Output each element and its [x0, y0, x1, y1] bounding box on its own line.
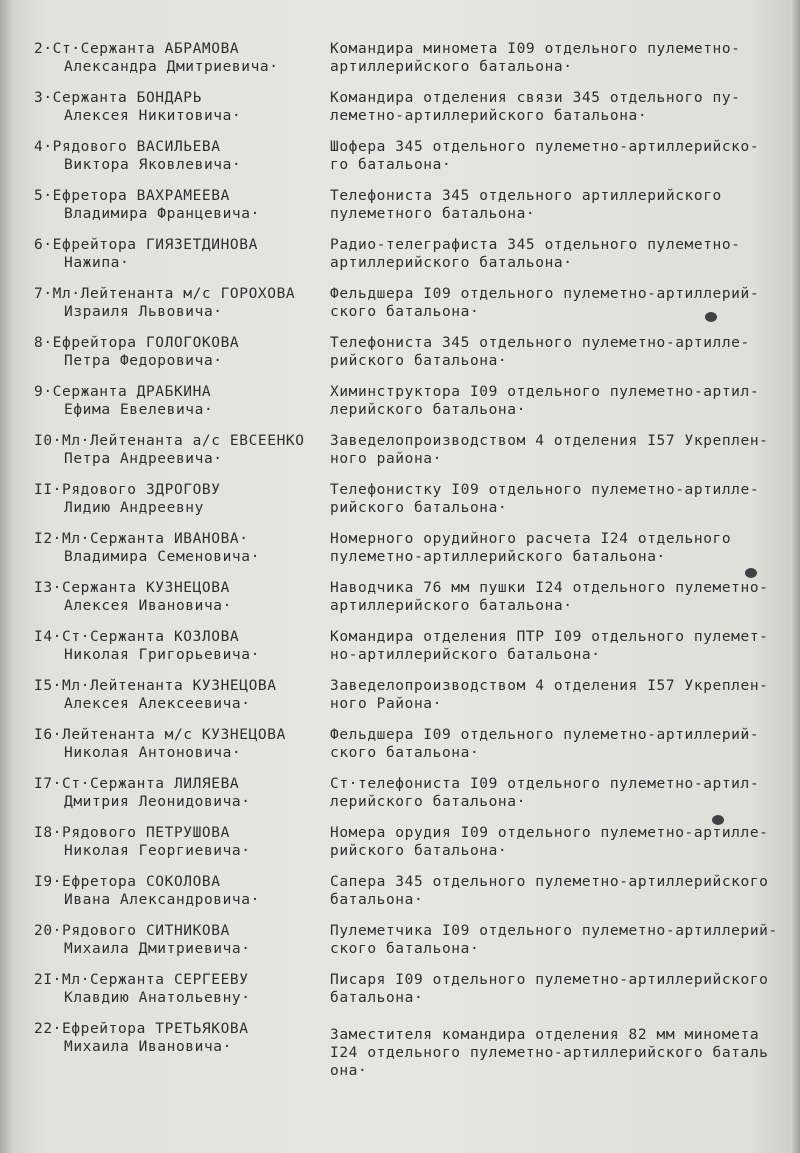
description-line: Фельдшера I09 отдельного пулеметно-артиллерий-: [330, 727, 760, 743]
description-line: лерийского батальона·: [330, 402, 526, 418]
list-item: [0, 579, 800, 628]
given-names: Алексея Алексеевича·: [64, 696, 251, 712]
given-names: Николая Георгиевича·: [64, 843, 251, 859]
rank-surname: I8·Рядового ПЕТРУШОВА: [34, 825, 230, 841]
position-description: [330, 236, 795, 272]
position-description: [330, 579, 795, 615]
given-names: Израиля Львовича·: [64, 304, 223, 320]
position-description: [330, 873, 795, 909]
description-line: Заведелопроизводством 4 отделения I57 Укреплен-: [330, 433, 769, 449]
person-block: [34, 824, 324, 860]
description-line: рийского батальона·: [330, 500, 508, 516]
given-names: Дмитрия Леонидовича·: [64, 794, 251, 810]
list-item: [0, 285, 800, 334]
given-names: Алексея Ивановича·: [64, 598, 232, 614]
given-names: Ивана Александровича·: [64, 892, 260, 908]
position-description: [330, 89, 795, 125]
rank-surname: I6·Лейтенанта м/с КУЗНЕЦОВА: [34, 727, 286, 743]
given-names: Алексея Никитовича·: [64, 108, 242, 124]
given-names: Владимира Семеновича·: [64, 549, 260, 565]
rank-surname: 7·Мл·Лейтенанта м/с ГОРОХОВА: [34, 286, 296, 302]
person-block: [34, 922, 324, 958]
list-item: [0, 922, 800, 971]
position-description: [330, 285, 795, 321]
person-block: [34, 285, 324, 321]
description-line: пулеметного батальона·: [330, 206, 536, 222]
list-item: [0, 971, 800, 1020]
position-description: [330, 187, 795, 223]
ink-blot: [745, 568, 757, 578]
given-names: Петра Федоровича·: [64, 353, 223, 369]
list-item: [0, 40, 800, 89]
description-line: ного района·: [330, 451, 442, 467]
person-block: [34, 89, 324, 125]
given-names: Николая Григорьевича·: [64, 647, 260, 663]
description-line: ского батальона·: [330, 941, 480, 957]
list-item: [0, 726, 800, 775]
given-names: Николая Антоновича·: [64, 745, 242, 761]
person-block: [34, 40, 324, 76]
description-line: Наводчика 76 мм пушки I24 отдельного пулеметно-: [330, 580, 769, 596]
position-description: [330, 530, 795, 566]
position-description: [330, 677, 795, 713]
description-line: Телефонистку I09 отдельного пулеметно-артилле-: [330, 482, 760, 498]
description-line: но-артиллерийского батальона·: [330, 647, 601, 663]
description-line: Заведелопроизводством 4 отделения I57 Укреплен-: [330, 678, 769, 694]
rank-surname: 5·Ефретора ВАХРАМЕЕВА: [34, 188, 230, 204]
rank-surname: 3·Сержанта БОНДАРЬ: [34, 90, 202, 106]
description-line: она·: [330, 1063, 368, 1079]
given-names: Александра Дмитриевича·: [64, 59, 279, 75]
description-line: Радио-телеграфиста 345 отдельного пулеметно-: [330, 237, 741, 253]
given-names: Нажипа·: [64, 255, 130, 271]
position-description: [330, 922, 795, 958]
rank-surname: 20·Рядового СИТНИКОВА: [34, 923, 230, 939]
rank-surname: I5·Мл·Лейтенанта КУЗНЕЦОВА: [34, 678, 277, 694]
rank-surname: 9·Сержанта ДРАБКИНА: [34, 384, 212, 400]
position-description: [330, 824, 795, 860]
description-line: I24 отдельного пулеметно-артиллерийского баталь: [330, 1045, 769, 1061]
description-line: ского батальона·: [330, 745, 480, 761]
description-line: Ст·телефониста I09 отдельного пулеметно-артил-: [330, 776, 760, 792]
rank-surname: I0·Мл·Лейтенанта а/с ЕВСЕЕНКО: [34, 433, 305, 449]
rank-surname: I7·Ст·Сержанта ЛИЛЯЕВА: [34, 776, 240, 792]
description-line: леметно-артиллерийского батальона·: [330, 108, 648, 124]
description-line: Командира отделения ПТР I09 отдельного пулемет-: [330, 629, 769, 645]
description-line: Телефониста 345 отдельного артиллерийского: [330, 188, 722, 204]
description-line: Пулеметчика I09 отдельного пулеметно-артиллерий-: [330, 923, 778, 939]
rank-surname: I3·Сержанта КУЗНЕЦОВА: [34, 580, 230, 596]
description-line: Командира отделения связи 345 отдельного пу-: [330, 90, 741, 106]
person-block: [34, 383, 324, 419]
list-item: [0, 481, 800, 530]
list-item: [0, 873, 800, 922]
position-description: [330, 775, 795, 811]
person-block: [34, 530, 324, 566]
description-line: лерийского батальона·: [330, 794, 526, 810]
person-block: [34, 726, 324, 762]
ink-blot: [712, 815, 724, 825]
description-line: пулеметно-артиллерийского батальона·: [330, 549, 666, 565]
rank-surname: I2·Мл·Сержанта ИВАНОВА·: [34, 531, 249, 547]
rank-surname: 22·Ефрейтора ТРЕТЬЯКОВА: [34, 1021, 249, 1037]
person-block: [34, 481, 324, 517]
list-item: [0, 1020, 800, 1090]
description-line: Писаря I09 отдельного пулеметно-артиллерийского: [330, 972, 769, 988]
person-block: [34, 138, 324, 174]
rank-surname: 8·Ефрейтора ГОЛОГОКОВА: [34, 335, 240, 351]
position-description: [330, 481, 795, 517]
person-block: [34, 775, 324, 811]
list-item: [0, 530, 800, 579]
list-item: [0, 775, 800, 824]
position-description: [330, 138, 795, 174]
rank-surname: I4·Ст·Сержанта КОЗЛОВА: [34, 629, 240, 645]
description-line: артиллерийского батальона·: [330, 255, 573, 271]
description-line: Шофера 345 отдельного пулеметно-артиллерийско-: [330, 139, 760, 155]
position-description: [330, 971, 795, 1007]
list-item: [0, 89, 800, 138]
description-line: Сапера 345 отдельного пулеметно-артиллерийского: [330, 874, 769, 890]
person-block: [34, 236, 324, 272]
given-names: Виктора Яковлевича·: [64, 157, 242, 173]
person-block: [34, 873, 324, 909]
description-line: рийского батальона·: [330, 353, 508, 369]
description-line: батальона·: [330, 990, 424, 1006]
given-names: Владимира Францевича·: [64, 206, 260, 222]
person-block: [34, 187, 324, 223]
description-line: батальона·: [330, 892, 424, 908]
rank-surname: 4·Рядового ВАСИЛЬЕВА: [34, 139, 221, 155]
position-description: [330, 628, 795, 664]
description-line: го батальона·: [330, 157, 452, 173]
position-description: [330, 40, 795, 76]
ink-blot: [705, 312, 717, 322]
list-item: [0, 432, 800, 481]
person-block: [34, 579, 324, 615]
list-item: [0, 383, 800, 432]
description-line: Телефониста 345 отдельного пулеметно-артилле-: [330, 335, 750, 351]
description-line: артиллерийского батальона·: [330, 59, 573, 75]
person-block: [34, 432, 324, 468]
description-line: ного Района·: [330, 696, 442, 712]
position-description: [330, 383, 795, 419]
description-line: Номерного орудийного расчета I24 отдельного: [330, 531, 732, 547]
person-block: [34, 677, 324, 713]
person-block: [34, 971, 324, 1007]
position-description: [330, 432, 795, 468]
description-line: ского батальона·: [330, 304, 480, 320]
list-item: [0, 334, 800, 383]
list-item: [0, 187, 800, 236]
position-description: [330, 726, 795, 762]
given-names: Ефима Евелевича·: [64, 402, 214, 418]
list-item: [0, 138, 800, 187]
person-block: [34, 628, 324, 664]
rank-surname: 2I·Мл·Сержанта СЕРГЕЕВУ: [34, 972, 249, 988]
list-item: [0, 677, 800, 726]
given-names: Лидию Андреевну: [64, 500, 204, 516]
rank-surname: II·Рядового ЗДРОГОВУ: [34, 482, 221, 498]
position-description: [330, 1026, 795, 1080]
given-names: Михаила Ивановича·: [64, 1039, 232, 1055]
person-block: [34, 1020, 324, 1056]
given-names: Клавдию Анатольевну·: [64, 990, 251, 1006]
list-item: [0, 236, 800, 285]
given-names: Михаила Дмитриевича·: [64, 941, 251, 957]
rank-surname: 2·Ст·Сержанта АБРАМОВА: [34, 41, 240, 57]
description-line: артиллерийского батальона·: [330, 598, 573, 614]
description-line: Заместителя командира отделения 82 мм миномета: [330, 1027, 760, 1043]
rank-surname: I9·Ефретора СОКОЛОВА: [34, 874, 221, 890]
description-line: Фельдшера I09 отдельного пулеметно-артиллерий-: [330, 286, 760, 302]
list-item: [0, 628, 800, 677]
description-line: Номера орудия I09 отдельного пулеметно-артилле-: [330, 825, 769, 841]
person-block: [34, 334, 324, 370]
position-description: [330, 334, 795, 370]
description-line: Химинструктора I09 отдельного пулеметно-артил-: [330, 384, 760, 400]
rank-surname: 6·Ефрейтора ГИЯЗЕТДИНОВА: [34, 237, 258, 253]
list-item: [0, 824, 800, 873]
entries-list: [0, 40, 800, 1090]
given-names: Петра Андреевича·: [64, 451, 223, 467]
description-line: Командира миномета I09 отдельного пулеметно-: [330, 41, 741, 57]
description-line: рийского батальона·: [330, 843, 508, 859]
